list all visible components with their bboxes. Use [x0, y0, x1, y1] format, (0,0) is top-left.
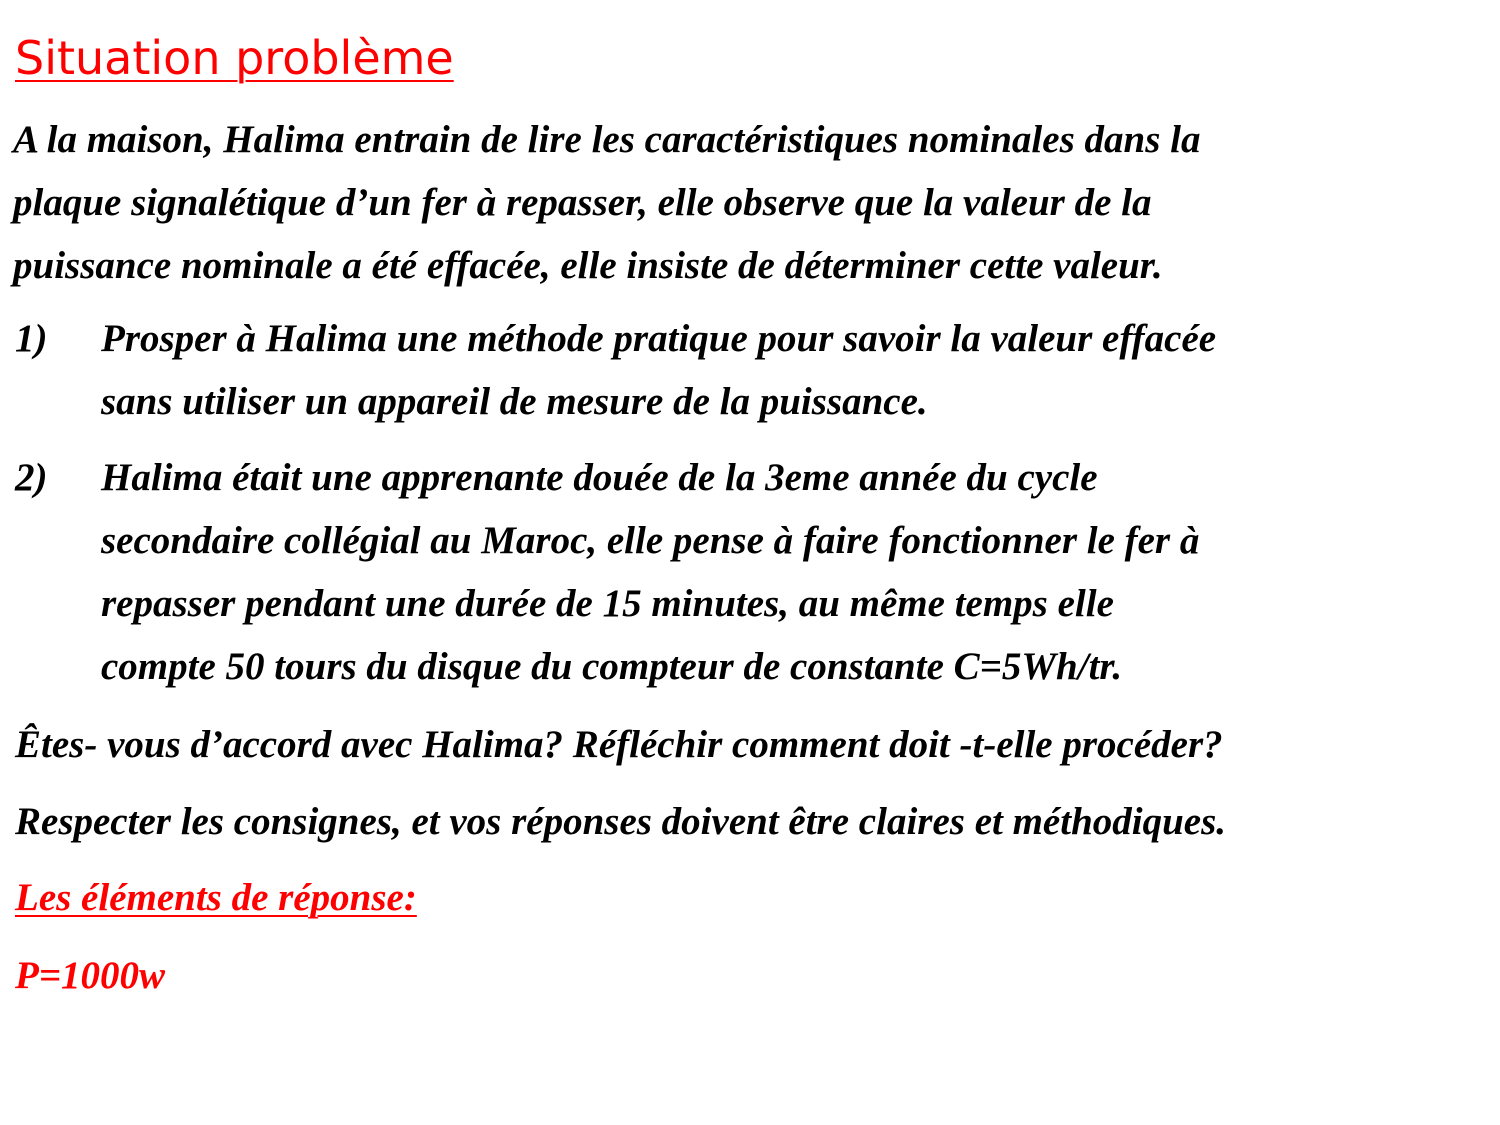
- answer-heading: Les éléments de réponse:: [15, 876, 417, 919]
- intro-line: plaque signalétique d’un fer à repasser, elle observe que la valeur de la: [13, 181, 1152, 224]
- item-line: compte 50 tours du disque du compteur de constante C=5Wh/tr.: [101, 645, 1123, 688]
- instruction-text: Respecter les consignes, et vos réponses doivent être claires et méthodiques.: [15, 800, 1227, 843]
- item-line: repasser pendant une durée de 15 minutes, au même temps elle: [101, 582, 1114, 625]
- item-number: 1): [15, 317, 48, 360]
- item-line: Halima était une apprenante douée de la 3eme année du cycle: [101, 456, 1098, 499]
- question-text: Êtes- vous d’accord avec Halima? Réfléchir comment doit -t-elle procéder?: [15, 723, 1223, 766]
- item-line: sans utiliser un appareil de mesure de la puissance.: [101, 380, 928, 423]
- intro-paragraph: [13, 108, 1493, 297]
- intro-line: puissance nominale a été effacée, elle insiste de déterminer cette valeur.: [13, 244, 1163, 287]
- answer-value: P=1000w: [15, 954, 166, 997]
- item-text: [101, 307, 1216, 433]
- item-number: 2): [15, 456, 48, 499]
- slide-title: Situation problème: [15, 31, 454, 85]
- intro-line: A la maison, Halima entrain de lire les caractéristiques nominales dans la: [13, 118, 1201, 161]
- item-line: Prosper à Halima une méthode pratique pour savoir la valeur effacée: [101, 317, 1217, 360]
- item-line: secondaire collégial au Maroc, elle pense à faire fonctionner le fer à: [101, 519, 1200, 562]
- item-text: [101, 446, 1199, 698]
